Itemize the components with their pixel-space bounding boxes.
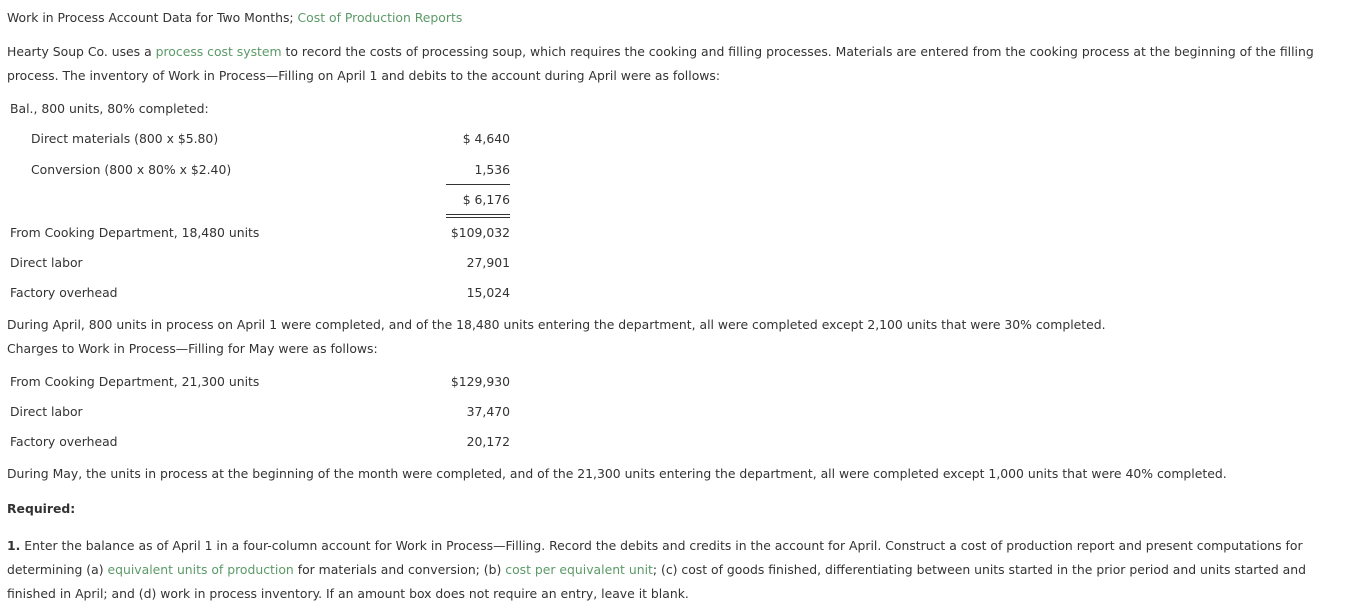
requirement-text-2: for materials and conversion; (b) bbox=[293, 562, 506, 577]
requirement-1 bbox=[7, 534, 1352, 606]
total-double-rule bbox=[446, 214, 510, 218]
ledger-row bbox=[10, 160, 510, 180]
equivalent-units-link[interactable]: equivalent units of production bbox=[107, 562, 294, 577]
factory-overhead-label: Factory overhead bbox=[10, 434, 118, 449]
process-cost-system-link[interactable]: process cost system bbox=[155, 44, 282, 59]
factory-overhead-label: Factory overhead bbox=[10, 285, 118, 300]
ledger-total-row bbox=[10, 190, 510, 210]
balance-heading-row bbox=[10, 99, 510, 119]
ledger-row bbox=[10, 223, 510, 243]
ledger-row bbox=[10, 253, 510, 273]
requirement-number: 1. bbox=[7, 538, 21, 553]
may-summary: During May, the units in process at the beginning of the month were completed, and of the 21,300 units entering the department, all were completed except 1,000 units that were 40% completed. bbox=[7, 466, 1227, 481]
direct-labor-label: Direct labor bbox=[10, 404, 83, 419]
from-cooking-label: From Cooking Department, 18,480 units bbox=[10, 225, 260, 240]
intro-paragraph bbox=[7, 40, 1352, 88]
required-heading: Required: bbox=[7, 501, 76, 516]
direct-materials-amount: $ 4,640 bbox=[462, 131, 510, 146]
conversion-amount: 1,536 bbox=[474, 162, 510, 177]
direct-materials-label: Direct materials (800 x $5.80) bbox=[31, 131, 219, 146]
april-summary: During April, 800 units in process on April 1 were completed, and of the 18,480 units entering the department, all were completed except 2,100 units that were 30% completed. bbox=[7, 317, 1106, 332]
problem-title bbox=[7, 10, 462, 26]
may-intro: Charges to Work in Process—Filling for May were as follows: bbox=[7, 341, 378, 356]
factory-overhead-amount: 15,024 bbox=[466, 285, 510, 300]
requirement-text-3: ; (c) cost of goods finished, differentiating between units started in the prior period and units started and finished in April; and (d) work in process inventory. If an amount box does not require an entry, leave it blank. bbox=[7, 562, 1306, 601]
from-cooking-label: From Cooking Department, 21,300 units bbox=[10, 374, 260, 389]
direct-labor-amount: 37,470 bbox=[466, 404, 510, 419]
intro-text-2: to record the costs of processing soup, which requires the cooking and filling processes. Materials are entered from the cooking process at the beginning of the filling process. The inventory of Work in Process—Filling on April 1 and debits to the account during April were as follows: bbox=[7, 44, 1314, 83]
title-text: Work in Process Account Data for Two Months; bbox=[7, 10, 298, 25]
ledger-row bbox=[10, 372, 510, 392]
ledger-row bbox=[10, 283, 510, 303]
conversion-label: Conversion (800 x 80% x $2.40) bbox=[31, 162, 232, 177]
cost-per-equivalent-unit-link[interactable]: cost per equivalent unit bbox=[505, 562, 653, 577]
ledger-row bbox=[10, 402, 510, 422]
subtotal-rule bbox=[446, 184, 510, 185]
ledger-row bbox=[10, 432, 510, 452]
factory-overhead-amount: 20,172 bbox=[466, 434, 510, 449]
balance-label: Bal., 800 units, 80% completed: bbox=[10, 101, 209, 116]
balance-total-amount: $ 6,176 bbox=[462, 192, 510, 207]
requirement-text-1: Enter the balance as of April 1 in a four-column account for Work in Process—Filling. Record the debits and credits in the account for April. Construct a cost of production report and present computations for determining (a) bbox=[7, 538, 1303, 577]
from-cooking-amount: $109,032 bbox=[450, 225, 510, 240]
cost-of-production-reports-link[interactable]: Cost of Production Reports bbox=[297, 10, 463, 25]
intro-text-1: Hearty Soup Co. uses a bbox=[7, 44, 156, 59]
direct-labor-amount: 27,901 bbox=[466, 255, 510, 270]
direct-labor-label: Direct labor bbox=[10, 255, 83, 270]
ledger-row bbox=[10, 129, 510, 149]
from-cooking-amount: $129,930 bbox=[450, 374, 510, 389]
